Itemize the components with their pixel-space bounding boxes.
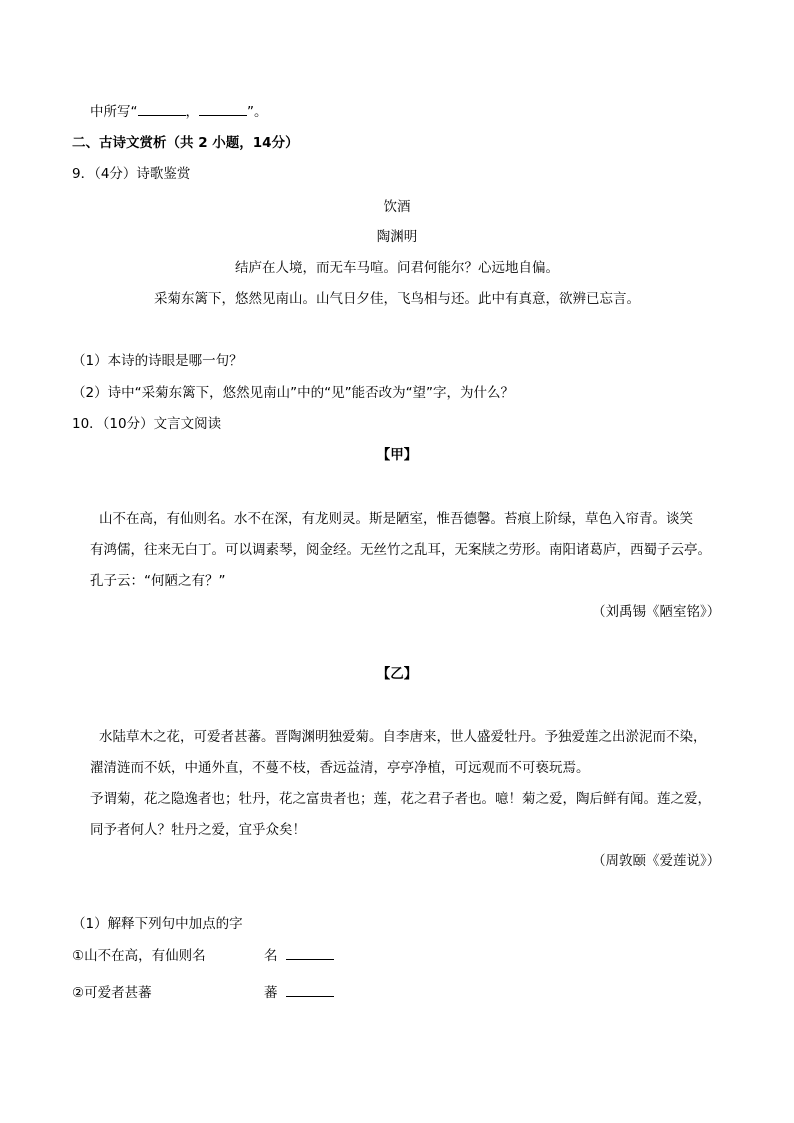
poem-line-1: 结庐在人境，而无车马喧。问君何能尔？心远地自偏。: [235, 260, 559, 276]
poem-line-2: 采菊东篱下，悠然见南山。山气日夕佳，飞鸟相与还。此中有真意，欲辨已忘言。: [154, 291, 640, 307]
fill-in-line: [90, 103, 268, 121]
word-item-1-sentence: ①山不在高，有仙则名: [72, 948, 206, 964]
passage-yi-line-3: 予谓菊，花之隐逸者也；牡丹，花之富贵者也；莲，花之君子者也。噫！菊之爱，陶后鲜有闻。莲之爱，: [90, 791, 711, 807]
passage-yi-line-1: 水陆草木之花，可爱者甚蕃。晋陶渊明独爱菊。自李唐来，世人盛爱牡丹。予独爱莲之出淤泥而不染，: [99, 729, 707, 745]
word-item-1: [264, 947, 334, 965]
fill-in-separator: ，: [185, 104, 199, 120]
word-item-1-blank[interactable]: [286, 947, 334, 960]
passage-jia-source: （刘禹锡《陋室铭》）: [592, 604, 721, 620]
poem-title: 饮酒: [383, 199, 411, 215]
answer-blank-2[interactable]: [199, 103, 247, 116]
word-item-2-blank[interactable]: [286, 984, 334, 997]
section-heading: 二、古诗文赏析（共 2 小题，14分）: [72, 135, 299, 151]
passage-yi-line-2: 濯清涟而不妖，中通外直，不蔓不枝，香远益清，亭亭净植，可远观而不可亵玩焉。: [90, 760, 590, 776]
passage-yi-source: （周敦颐《爱莲说》）: [592, 853, 721, 869]
passage-jia-line-3: 孔子云：“何陋之有？”: [90, 573, 226, 589]
fill-in-suffix: ”。: [247, 104, 268, 120]
passage-jia-marker: 【甲】: [376, 447, 418, 463]
word-item-2-sentence: ②可爱者甚蕃: [72, 985, 152, 1001]
fill-in-prefix: 中所写“: [90, 104, 138, 120]
question-10-header: 10．（10分）文言文阅读: [72, 416, 222, 432]
passage-jia-line-1: 山不在高，有仙则名。水不在深，有龙则灵。斯是陋室，惟吾德馨。苔痕上阶绿，草色入帘青。谈笑: [99, 511, 693, 527]
word-item-1-char: 名: [264, 948, 278, 964]
passage-yi-line-4: 同予者何人？牡丹之爱，宜乎众矣！: [90, 822, 306, 838]
question-9-header: 9．（4分）诗歌鉴赏: [72, 166, 191, 182]
answer-blank-1[interactable]: [138, 103, 186, 116]
question-9-sub-1: （1）本诗的诗眼是哪一句？: [72, 353, 243, 369]
question-10-sub-1: （1）解释下列句中加点的字: [72, 916, 243, 932]
passage-yi-marker: 【乙】: [376, 666, 418, 682]
passage-jia-line-2: 有鸿儒，往来无白丁。可以调素琴，阅金经。无丝竹之乱耳，无案牍之劳形。南阳诸葛庐，西蜀子云亭。: [90, 542, 711, 558]
poem-author: 陶渊明: [376, 229, 418, 245]
word-item-2-char: 蕃: [264, 985, 278, 1001]
word-item-2: [264, 984, 334, 1002]
question-9-sub-2: （2）诗中“采菊东篱下，悠然见南山”中的“见”能否改为“望”字，为什么？: [72, 385, 515, 401]
